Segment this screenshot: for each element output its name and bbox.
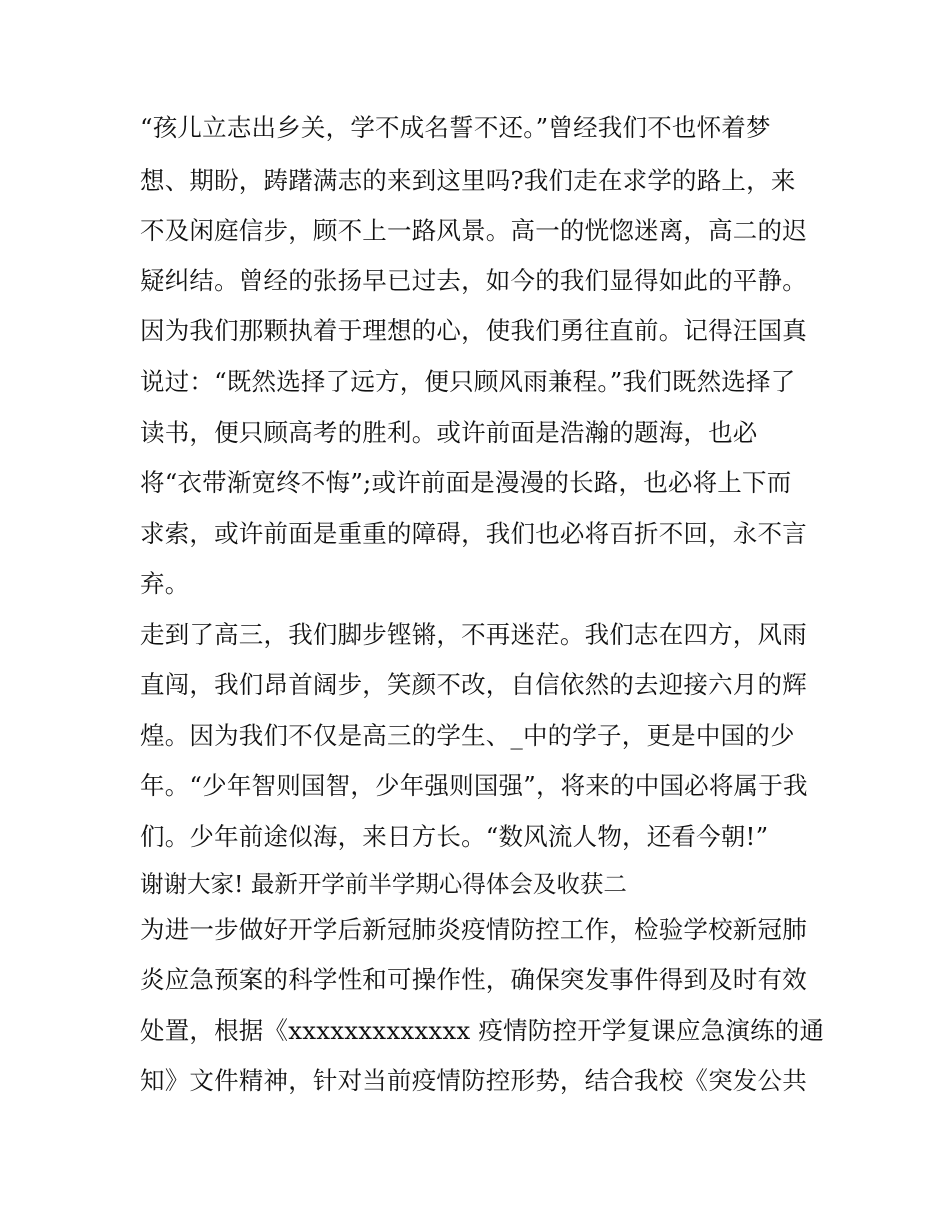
text-line-11: 走到了高三，我们脚步铿锵，不再迷茫。我们志在四方，风雨 [140, 620, 807, 649]
text-line-8: 将“衣带渐宽终不悔”;或许前面是漫漫的长路，也必将上下而 [140, 468, 792, 497]
text-line-2: 想、期盼，踌躇满志的来到这里吗?我们走在求学的路上，来 [140, 166, 796, 195]
text-line-17: 为进一步做好开学后新冠肺炎疫情防控工作，检验学校新冠肺 [140, 915, 807, 944]
section-heading: 谢谢大家! 最新开学前半学期心得体会及收获二 [140, 870, 627, 898]
text-line-4: 疑纠结。曾经的张扬早已过去，如今的我们显得如此的平静。 [140, 266, 807, 295]
text-line-14: 年。“少年智则国智，少年强则国强”，将来的中国必将属于我 [140, 771, 808, 800]
text-line-19: 处置，根据《xxxxxxxxxxxxx 疫情防控开学复课应急演练的通 [140, 1016, 825, 1045]
text-line-6: 说过：“既然选择了远方，便只顾风雨兼程。”我们既然选择了 [140, 367, 796, 396]
text-line-12: 直闯，我们昂首阔步，笑颜不改，自信依然的去迎接六月的辉 [140, 670, 807, 699]
text-line-13: 煌。因为我们不仅是高三的学生、_中的学子，更是中国的少 [140, 721, 795, 750]
text-line-20: 知》文件精神，针对当前疫情防控形势，结合我校《突发公共 [140, 1066, 807, 1095]
text-line-10: 弃。 [140, 569, 190, 598]
text-line-1: “孩儿立志出乡关，学不成名誓不还。”曾经我们不也怀着梦 [140, 113, 771, 142]
text-line-7: 读书，便只顾高考的胜利。或许前面是浩瀚的题海，也必 [140, 418, 758, 447]
text-line-18: 炎应急预案的科学性和可操作性，确保突发事件得到及时有效 [140, 965, 807, 994]
text-line-9: 求索，或许前面是重重的障碍，我们也必将百折不回，永不言 [140, 519, 807, 548]
text-line-15: 们。少年前途似海，来日方长。“数风流人物，还看今朝!” [140, 822, 769, 851]
text-line-5: 因为我们那颗执着于理想的心，使我们勇往直前。记得汪国真 [140, 316, 807, 345]
text-line-3: 不及闲庭信步，顾不上一路风景。高一的恍惚迷离，高二的迟 [140, 216, 807, 245]
